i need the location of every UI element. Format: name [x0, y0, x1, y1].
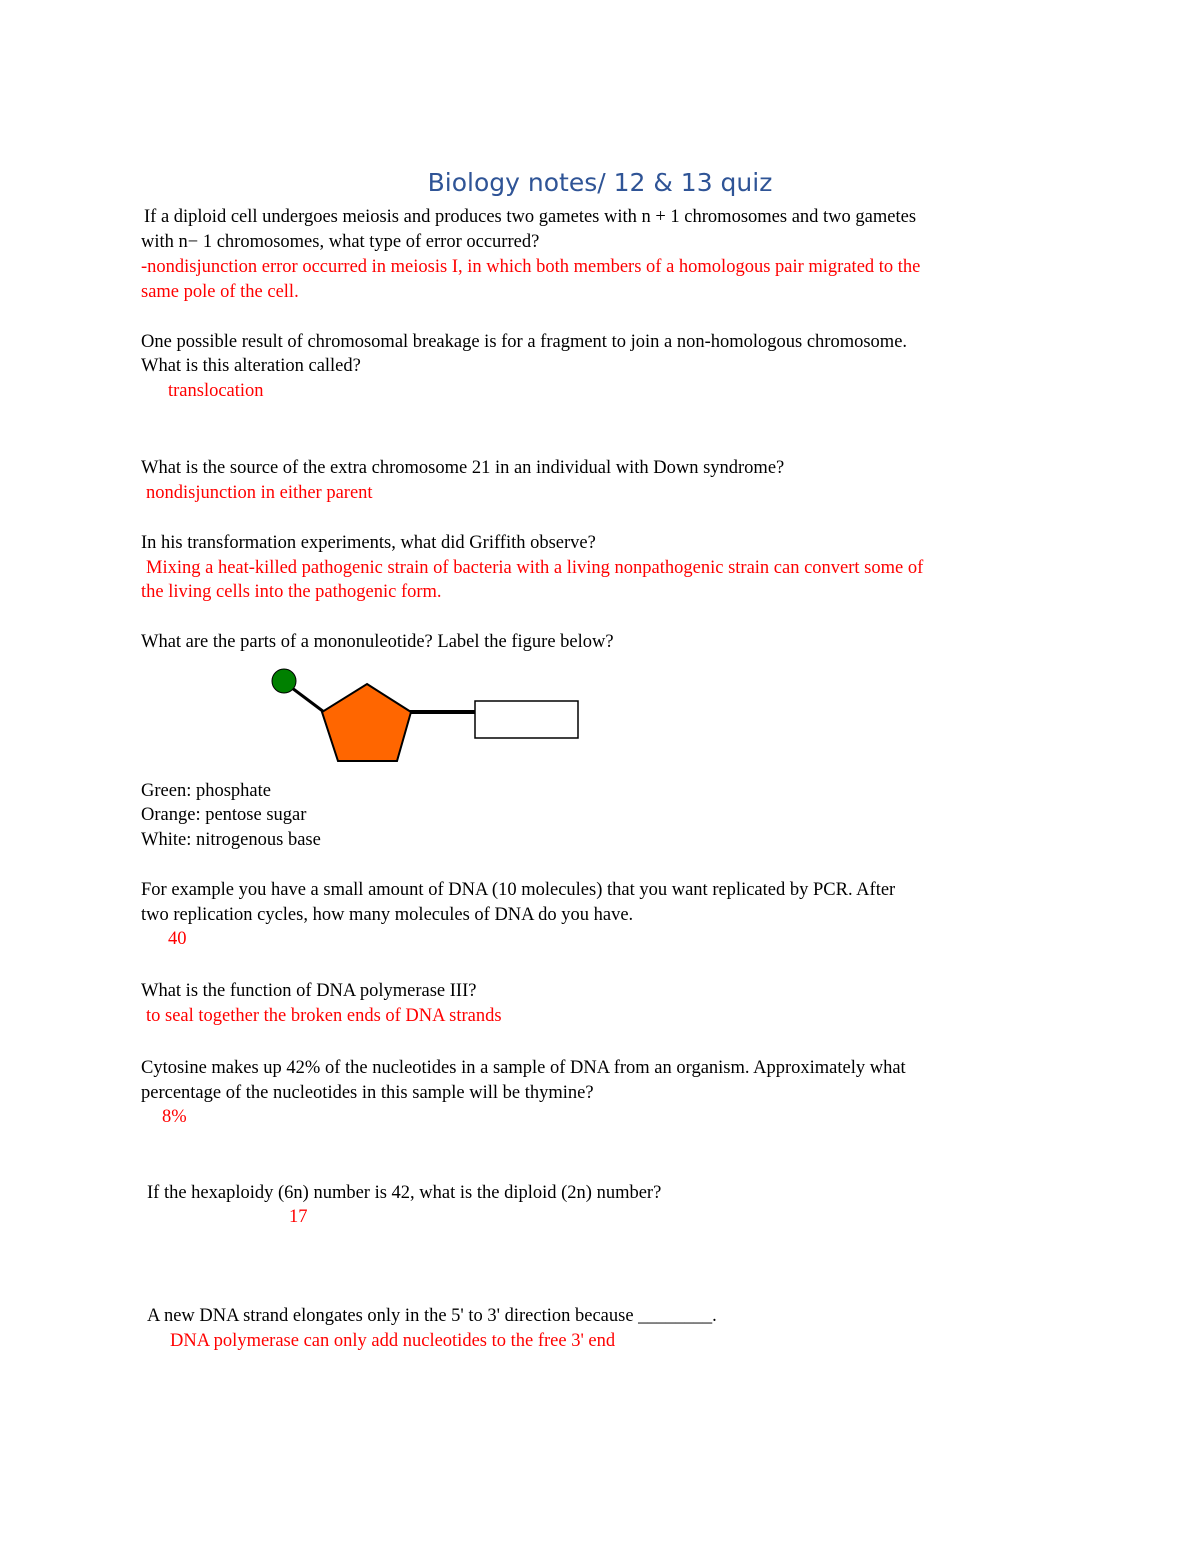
legend-base: White: nitrogenous base: [141, 830, 321, 850]
answer-text: -nondisjunction error occurred in meiosis I, in which both members of a homologous pair migrated to the: [141, 257, 921, 277]
answer-text: 8%: [162, 1107, 187, 1127]
question-text: If the hexaploidy (6n) number is 42, what is the diploid (2n) number?: [147, 1183, 662, 1203]
answer-text: to seal together the broken ends of DNA strands: [146, 1006, 502, 1026]
answer-text: DNA polymerase can only add nucleotides to the free 3' end: [170, 1331, 616, 1351]
question-text: What is this alteration called?: [141, 356, 361, 376]
legend-phosphate: Green: phosphate: [141, 781, 271, 801]
answer-text: 40: [168, 929, 187, 949]
question-text: What is the source of the extra chromosome 21 in an individual with Down syndrome?: [141, 458, 785, 478]
phosphate-circle: [272, 669, 296, 693]
answer-text: nondisjunction in either parent: [146, 483, 373, 503]
question-text: For example you have a small amount of DNA (10 molecules) that you want replicated by PCR. After: [141, 880, 896, 900]
answer-text: translocation: [168, 381, 264, 401]
answer-text: same pole of the cell.: [141, 282, 299, 302]
question-text: Cytosine makes up 42% of the nucleotides in a sample of DNA from an organism. Approximately what: [141, 1058, 906, 1078]
pentose-sugar-pentagon: [322, 684, 411, 761]
legend-sugar: Orange: pentose sugar: [141, 805, 307, 825]
answer-text: Mixing a heat-killed pathogenic strain of bacteria with a living nonpathogenic strain can convert some of: [146, 558, 924, 578]
question-text: If a diploid cell undergoes meiosis and produces two gametes with n + 1 chromosomes and two gametes: [144, 207, 917, 227]
question-text: What are the parts of a mononuleotide? Label the figure below?: [141, 632, 614, 652]
question-text: two replication cycles, how many molecules of DNA do you have.: [141, 905, 634, 925]
question-text: In his transformation experiments, what did Griffith observe?: [141, 533, 596, 553]
answer-text: 17: [289, 1207, 308, 1227]
question-text: with n− 1 chromosomes, what type of error occurred?: [141, 232, 540, 252]
answer-text: the living cells into the pathogenic form.: [141, 582, 442, 602]
question-text: One possible result of chromosomal breakage is for a fragment to join a non-homologous chromosome.: [141, 332, 908, 352]
question-text: What is the function of DNA polymerase III?: [141, 981, 477, 1001]
question-text: A new DNA strand elongates only in the 5' to 3' direction because ________.: [147, 1306, 717, 1326]
page-title: Biology notes/ 12 & 13 quiz: [427, 168, 773, 197]
nucleotide-diagram: [262, 660, 592, 770]
question-text: percentage of the nucleotides in this sample will be thymine?: [141, 1083, 594, 1103]
nitrogenous-base-box: [475, 701, 578, 738]
